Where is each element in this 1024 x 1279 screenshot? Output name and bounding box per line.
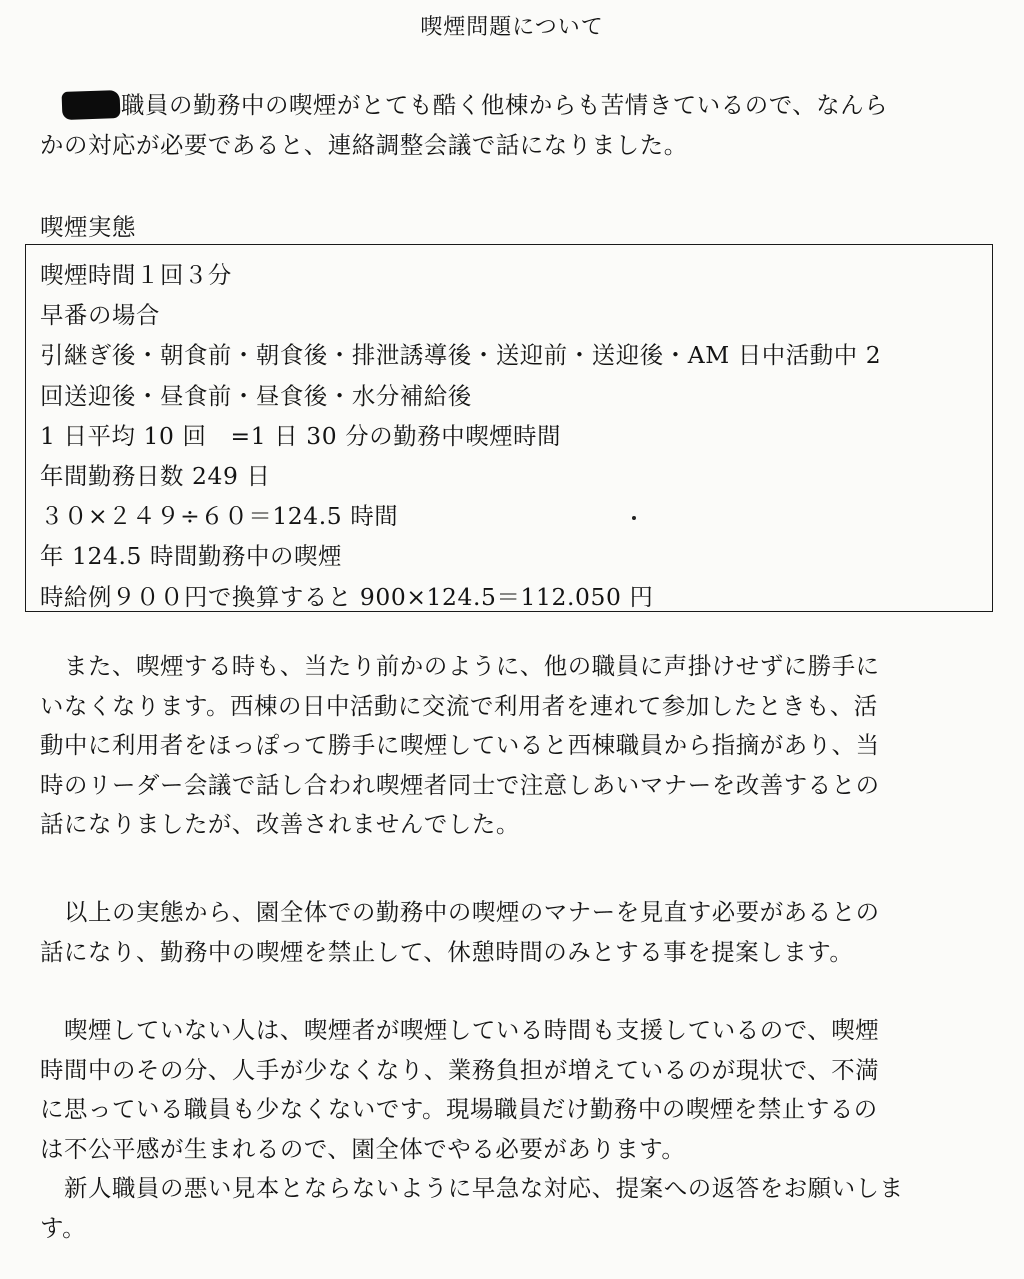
paragraph-line: 新人職員の悪い見本とならないように早急な対応、提案への返答をお願いしま [64, 1174, 904, 1202]
paragraph-line: 動中に利用者をほっぽって勝手に喫煙していると西棟職員から指摘があり、当 [40, 731, 880, 759]
intro-paragraph [40, 86, 990, 165]
box-line: 早番の場合 [40, 301, 160, 330]
document-title: 喫煙問題について [420, 15, 604, 40]
box-line: 回送迎後・昼食前・昼食後・水分補給後 [40, 381, 472, 410]
paragraph-proposal [40, 893, 990, 972]
paragraph-line: は不公平感が生まれるので、園全体でやる必要があります。 [40, 1134, 686, 1163]
box-line: 時給例９００円で換算すると 900×124.5＝112.050 円 [40, 582, 654, 611]
paragraph-line: 時のリーダー会議で話し合われ喫煙者同士で注意しあいマナーを改善するとの [40, 770, 880, 799]
paragraph-line: 以上の実態から、園全体での勤務中の喫煙のマナーを見直す必要があるとの [64, 898, 880, 926]
box-line: 喫煙時間１回３分 [40, 261, 232, 289]
box-line: 1 日平均 10 回 =1 日 30 分の勤務中喫煙時間 [40, 421, 562, 450]
intro-line-1-text: 職員の勤務中の喫煙がとても酷く他棟からも苦情きているので、なんら [121, 91, 889, 119]
paragraph-line: いなくなります。西棟の日中活動に交流で利用者を連れて参加したときも、活 [40, 691, 878, 720]
smoking-facts-box [25, 244, 993, 612]
paragraph-line: す。 [40, 1213, 87, 1242]
section-label-smoking-facts: 喫煙実態 [40, 213, 136, 241]
scan-speck [632, 516, 636, 520]
intro-line-2: かの対応が必要であると、連絡調整会議で話になりました。 [40, 130, 688, 159]
smoking-facts-content [40, 255, 990, 617]
box-line: 年間勤務日数 249 日 [40, 462, 271, 491]
box-line: 年 124.5 時間勤務中の喫煙 [40, 542, 342, 571]
paragraph-nonsmokers [40, 1011, 990, 1248]
box-line: 引継ぎ後・朝食前・朝食後・排泄誘導後・送迎前・送迎後・AM 日中活動中 2 [40, 341, 882, 370]
paragraph-line: 話になり、勤務中の喫煙を禁止して、休憩時間のみとする事を提案します。 [40, 937, 854, 966]
intro-line-1 [40, 86, 990, 126]
redaction-mark [62, 90, 121, 120]
paragraph-line: に思っている職員も少なくないです。現場職員だけ勤務中の喫煙を禁止するの [40, 1095, 878, 1123]
box-line: ３０×２４９÷６０＝124.5 時間 [40, 502, 399, 531]
paragraph-line: また、喫煙する時も、当たり前かのように、他の職員に声掛けせずに勝手に [64, 652, 880, 680]
paragraph-line: 喫煙していない人は、喫煙者が喫煙している時間も支援しているので、喫煙 [64, 1016, 880, 1044]
paragraph-line: 話になりましたが、改善されませんでした。 [40, 810, 520, 838]
paragraph-line: 時間中のその分、人手が少なくなり、業務負担が増えているのが現状で、不満 [40, 1055, 880, 1084]
paragraph-manners [40, 647, 990, 845]
